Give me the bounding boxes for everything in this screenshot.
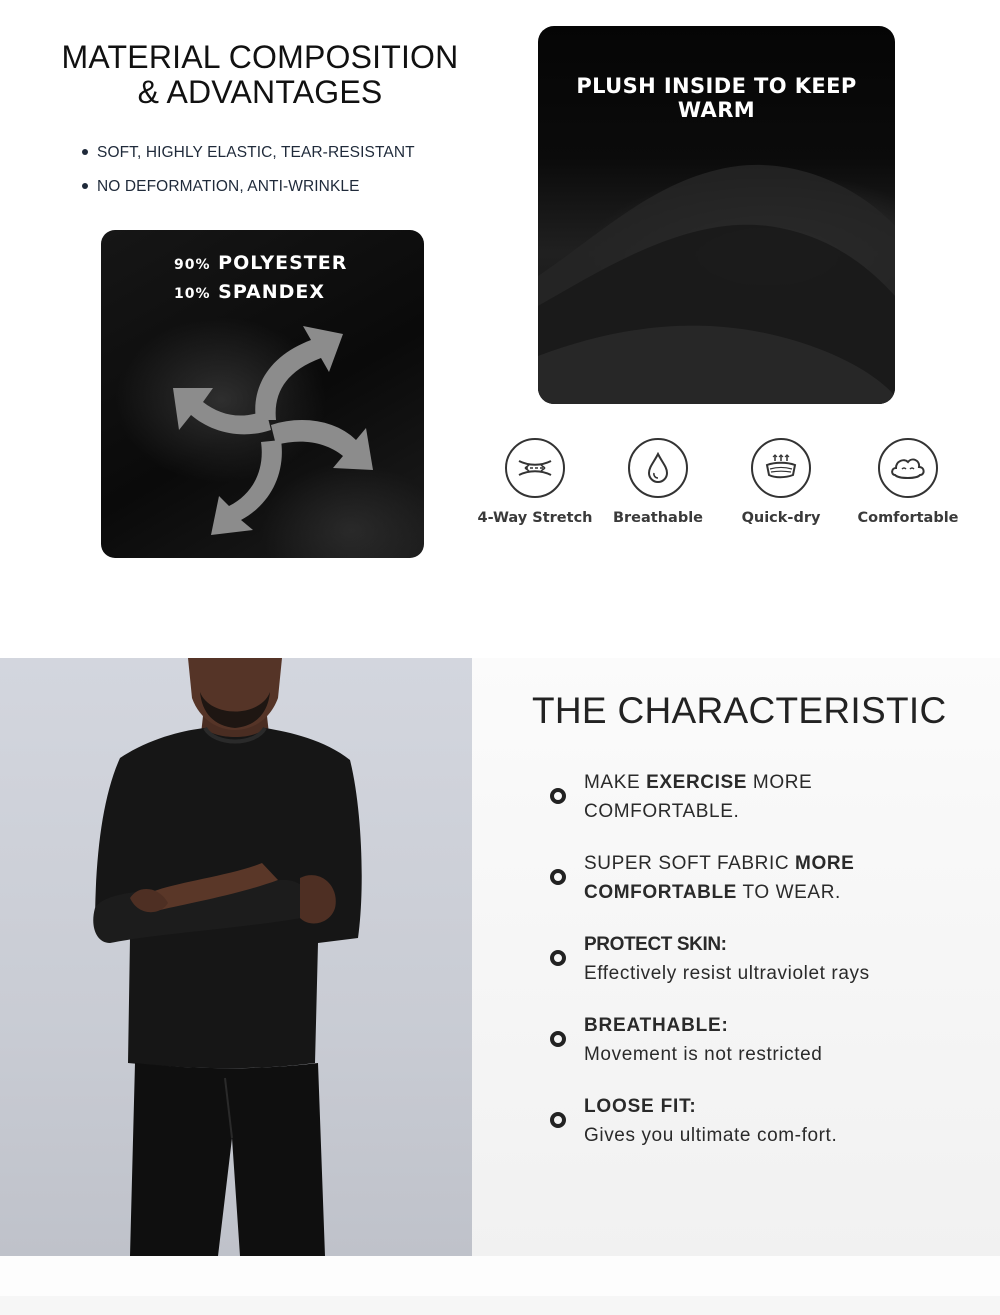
spandex-label: SPANDEX [218, 281, 326, 303]
quick-dry-icon [751, 438, 811, 498]
feature-label: Quick-dry [741, 510, 821, 526]
characteristic-body: Gives you ultimate com-fort. [584, 1125, 838, 1146]
text-emphasis: MORE [795, 853, 855, 874]
spandex-percent: 10% [174, 286, 211, 302]
characteristic-body: Movement is not restricted [584, 1044, 823, 1065]
characteristic-heading: BREATHABLE: [584, 1015, 729, 1036]
feature-quick-dry [716, 438, 846, 526]
material-title-line2: & ADVANTAGES [137, 74, 383, 110]
characteristic-list [550, 768, 990, 1173]
ring-bullet-icon [550, 1112, 566, 1128]
characteristic-item [550, 1011, 990, 1092]
characteristic-line2: COMFORTABLE. [584, 801, 740, 822]
feature-breathable [593, 438, 723, 526]
polyester-percent: 90% [174, 257, 211, 273]
characteristic-panel [472, 658, 1000, 1256]
droplet-icon [628, 438, 688, 498]
bottom-strip [0, 1256, 1000, 1315]
text-part: MAKE [584, 772, 647, 793]
characteristic-item [550, 849, 990, 930]
feature-label: Comfortable [857, 510, 959, 526]
model-photo [0, 658, 472, 1256]
stretch-arrows-icon [161, 310, 391, 540]
text-emphasis: COMFORTABLE [584, 882, 737, 903]
ring-bullet-icon [550, 869, 566, 885]
feature-label: 4-Way Stretch [477, 510, 593, 526]
fabric-composition-card [101, 230, 424, 558]
characteristic-line1 [584, 768, 990, 797]
plush-title: PLUSH INSIDE TO KEEP WARM [576, 74, 857, 122]
ring-bullet-icon [550, 1031, 566, 1047]
stretch-icon [505, 438, 565, 498]
characteristic-item [550, 768, 990, 849]
material-title-line1: MATERIAL COMPOSITION [61, 39, 459, 75]
cloud-face-icon [878, 438, 938, 498]
material-title [40, 40, 480, 110]
text-part: SUPER SOFT FABRIC [584, 853, 796, 874]
composition-text [174, 250, 347, 308]
text-emphasis: EXERCISE [646, 772, 748, 793]
ring-bullet-icon [550, 950, 566, 966]
ring-bullet-icon [550, 788, 566, 804]
characteristic-line1 [584, 849, 990, 878]
plush-fabric-card [538, 26, 895, 404]
characteristic-heading: LOOSE FIT: [584, 1096, 697, 1117]
feature-comfortable [843, 438, 973, 526]
characteristic-item [550, 930, 990, 1011]
advantage-list [82, 143, 482, 211]
advantage-item: SOFT, HIGHLY ELASTIC, TEAR-RESISTANT [82, 143, 482, 177]
feature-4-way-stretch [470, 438, 600, 526]
characteristic-body: Effectively resist ultraviolet rays [584, 963, 870, 984]
characteristic-title: THE CHARACTERISTIC [532, 690, 947, 731]
text-part: MORE [747, 772, 813, 793]
characteristic-heading: PROTECT SKIN: [584, 934, 727, 955]
polyester-label: POLYESTER [218, 252, 348, 274]
feature-icons-row [470, 438, 990, 538]
feature-label: Breathable [612, 510, 704, 526]
advantage-item: NO DEFORMATION, ANTI-WRINKLE [82, 177, 482, 211]
text-part: TO WEAR. [736, 882, 841, 903]
characteristic-line2 [584, 878, 990, 907]
characteristic-item [550, 1092, 990, 1173]
model-illustration [0, 658, 472, 1256]
